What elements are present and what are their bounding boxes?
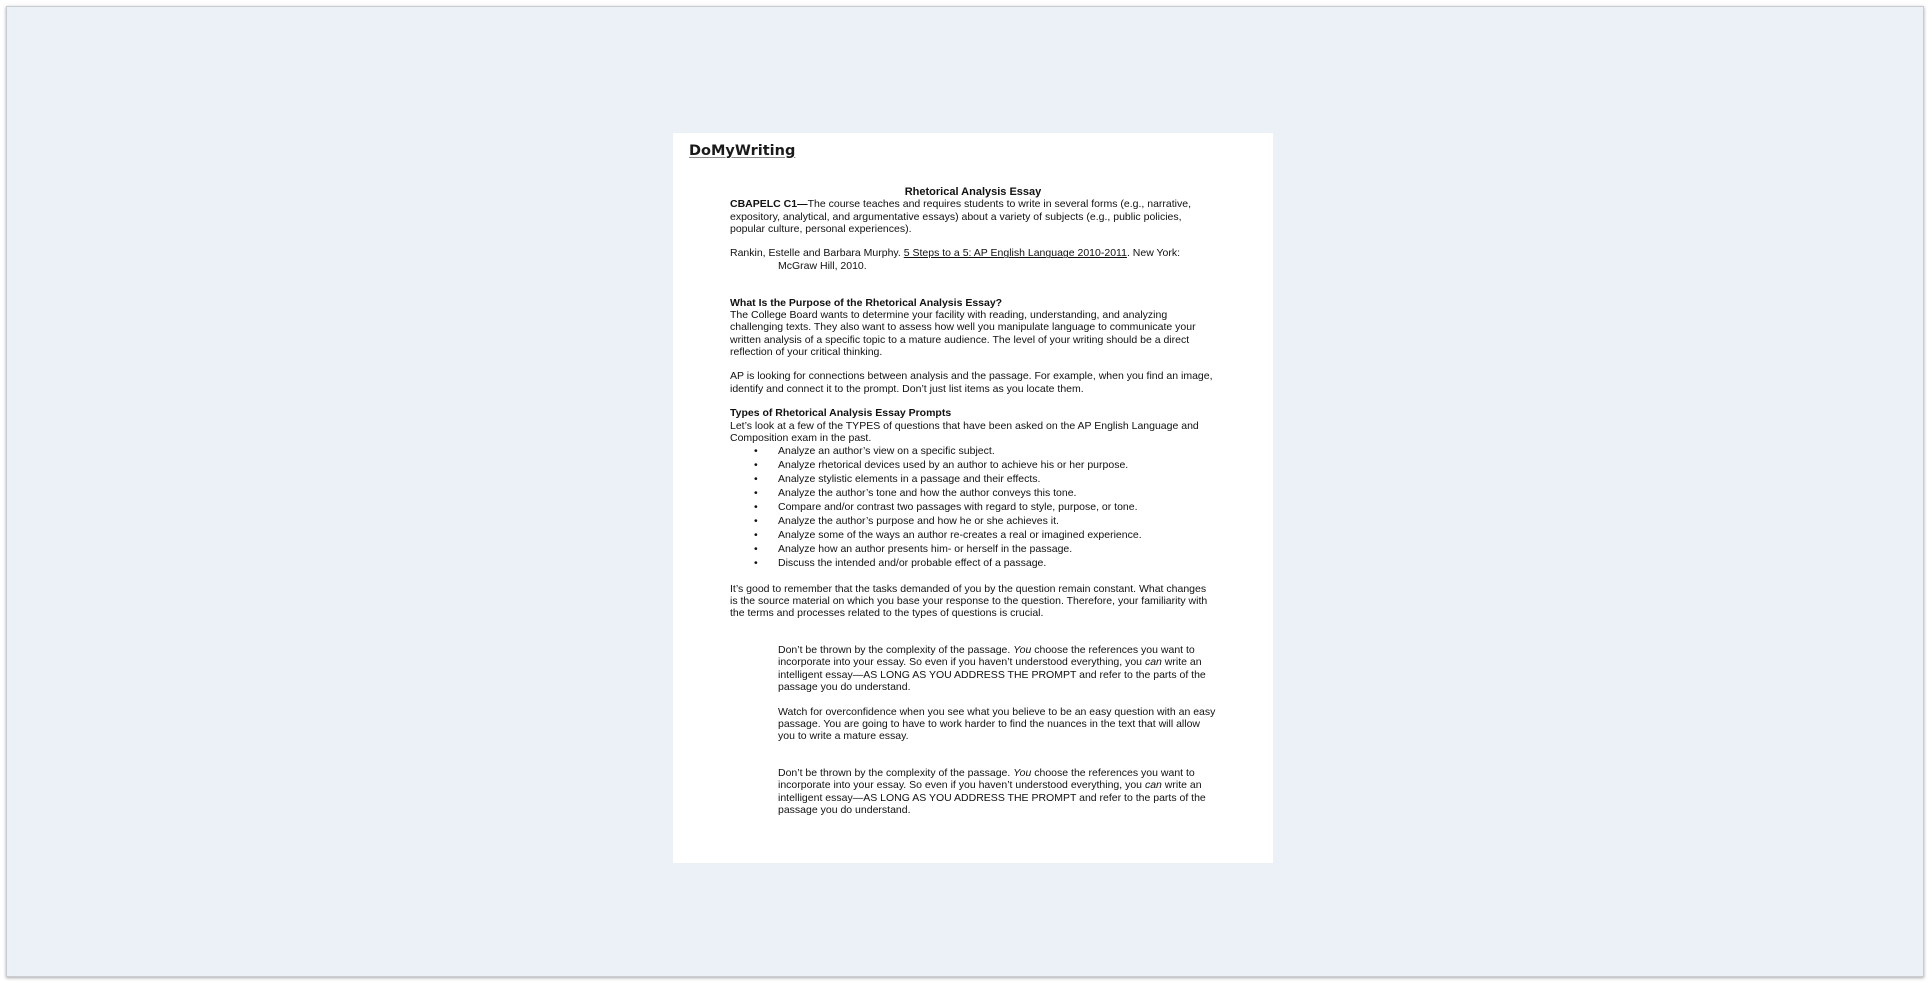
citation (730, 247, 1216, 272)
cbapelc-label: CBAPELC C1— (730, 198, 808, 211)
bullet-icon: • (754, 473, 758, 486)
bullet-icon: • (754, 543, 758, 556)
bullet-icon: • (754, 459, 758, 472)
connections-paragraph: AP is looking for connections between analysis and the passage. For example, when you find an image, identify and connect it to the prompt. Don’t just list items as you locate them. (730, 370, 1213, 395)
bullet-icon: • (754, 487, 758, 500)
purpose-body: The College Board wants to determine your facility with reading, understanding, and analyzing challenging texts. They also want to assess how well you manipulate language to communicate your written analysis of a specific topic to a mature audience. The level of your writing should be a direct reflection of your critical thinking. (730, 308, 1196, 358)
citation-publisher: . New York: McGraw Hill, 2010. (778, 247, 1181, 272)
cbapelc-paragraph (730, 198, 1216, 235)
list-item: • Analyze some of the ways an author re-creates a real or imagined experience. (754, 529, 1142, 542)
list-item: • Analyze how an author presents him- or herself in the passage. (754, 543, 1073, 556)
types-intro: Let’s look at a few of the TYPES of questions that have been asked on the AP English Language and Composition exam in the past. (730, 419, 1199, 444)
list-item: • Discuss the intended and/or probable effect of a passage. (754, 557, 1047, 570)
document-title: Rhetorical Analysis Essay (904, 186, 1042, 198)
bullet-icon: • (754, 515, 758, 528)
list-item: • Analyze an author’s view on a specific subject. (754, 445, 995, 458)
tip-overconfidence: Watch for overconfidence when you see what you believe to be an easy question with an easy passage. You are going to have to work harder to find the nuances in the text that will allow you to write a mature essay. (778, 705, 1216, 743)
list-item: • Analyze the author’s purpose and how he or she achieves it. (754, 515, 1059, 528)
citation-authors: Rankin, Estelle and Barbara Murphy. (730, 247, 904, 260)
document-body (730, 186, 1216, 816)
list-item: • Analyze stylistic elements in a passage and their effects. (754, 473, 1041, 486)
bullet-icon: • (754, 557, 758, 570)
bullet-icon: • (754, 501, 758, 514)
bullet-icon: • (754, 529, 758, 542)
list-item: • Analyze rhetorical devices used by an author to achieve his or her purpose. (754, 459, 1129, 472)
remember-paragraph: It’s good to remember that the tasks demanded of you by the question remain constant. What changes is the source material on which you base your response to the question. Therefore, your familiarity with the terms and processes related to the types of questions is crucial. (730, 582, 1208, 620)
bullet-icon: • (754, 445, 758, 458)
citation-book-title: 5 Steps to a 5: AP English Language 2010-2011 (903, 247, 1127, 260)
tip-complexity: Don’t be thrown by the complexity of the passage. You choose the references you want to incorporate into your essay. So even if you haven’t understood everything, you can write an intelligent essay—AS LONG AS YOU ADDRESS THE PROMPT and refer to the parts of the passage you do understand. (778, 644, 1206, 693)
cbapelc-text: The course teaches and requires students to write in several forms (e.g., narrative, expository, analytical, and argumentative essays) about a variety of subjects (e.g., public policies, popular culture, personal experiences). (730, 198, 1192, 235)
list-item: • Compare and/or contrast two passages with regard to style, purpose, or tone. (754, 501, 1138, 514)
purpose-heading: What Is the Purpose of the Rhetorical Analysis Essay? (730, 296, 1003, 309)
brand-logo-link[interactable]: DoMyWriting (689, 143, 796, 159)
prompt-types-list (730, 444, 1216, 570)
document-page (673, 133, 1273, 863)
tip-complexity-repeat: Don’t be thrown by the complexity of the passage. You choose the references you want to incorporate into your essay. So even if you haven’t understood everything, you can write an intelligent essay—AS LONG AS YOU ADDRESS THE PROMPT and refer to the parts of the passage you do understand. (778, 766, 1206, 816)
document-viewport[interactable] (6, 6, 1924, 977)
list-item: • Analyze the author’s tone and how the author conveys this tone. (754, 487, 1077, 500)
types-heading: Types of Rhetorical Analysis Essay Prompts (730, 407, 952, 420)
